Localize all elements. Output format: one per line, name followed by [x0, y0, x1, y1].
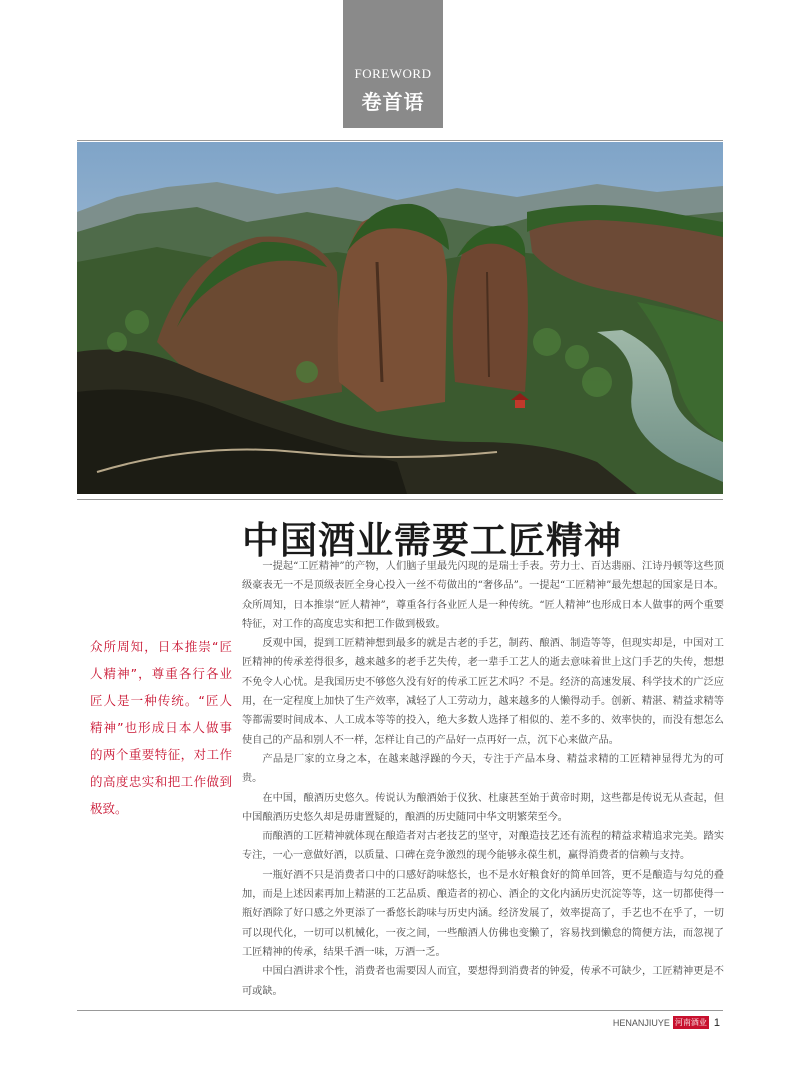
section-label-en: FOREWORD — [354, 66, 432, 81]
article-paragraph: 中国白酒讲求个性，消费者也需要因人而宜，要想得到消费者的钟爱，传承不可缺少，工匠精神更是不可或缺。 — [242, 966, 724, 997]
article-paragraph: 在中国，酿酒历史悠久。传说认为酿酒始于仪狄、杜康甚至始于黄帝时期，这些都是传说无从查起，但中国酿酒历史悠久却是毋庸置疑的，酿酒的历史随同中华文明繁荣至今。 — [242, 792, 724, 823]
page-footer — [613, 1016, 720, 1029]
publication-name-badge: 河南酒业 — [674, 1018, 707, 1027]
pull-quote: 众所周知，日本推崇“匠人精神”，尊重各行各业匠人是一种传统。“匠人精神”也形成日本人做事的两个重要特征，对工作的高度忠实和把工作做到极致。 — [90, 639, 232, 816]
section-label-zh: 卷首语 — [361, 90, 425, 114]
article-paragraph: 一瓶好酒不只是消费者口中的口感好韵味悠长，也不是水好粮食好的简单回答，更不是酿造与勾兑的叠加，而是上述因素再加上精湛的工艺品质、酿造者的初心、酒企的文化内涵历史沉淀等等，这一切都使得一瓶好酒除了好口感之外更添了一番悠长韵味与历史内涵。经济发展了，效率提高了，手艺也不在乎了，一切可以现代化，一切可以机械化，一夜之间，一些酿酒人仿佛也变懒了，容易找到懒怠的简便方法，而忽视了工匠精神的传承，结果千酒一味，万酒一乏。 — [242, 869, 724, 958]
publication-name-en: HENANJIUYE — [612, 1017, 670, 1028]
page-number: 1 — [713, 1016, 720, 1029]
mountain-landscape-photo — [77, 142, 723, 494]
article-paragraph: 而酿酒的工匠精神就体现在酿造者对古老技艺的坚守，对酿造技艺还有流程的精益求精追求完美。踏实专注，一心一意做好酒，以质量、口碑在竞争激烈的现今能够永葆生机，赢得消费者的信赖与支持。 — [242, 831, 724, 862]
photo-divider — [77, 499, 723, 500]
article-paragraph: 一提起“工匠精神”的产物，人们脑子里最先闪现的是瑞士手表。劳力士、百达翡丽、江诗丹顿等这些顶级豪表无一不是顶级表匠全身心投入一丝不苟做出的“奢侈品”。一提起“工匠精神”最先想起的国家是日本。众所周知，日本推崇“匠人精神”，尊重各行各业匠人是一种传统。“匠人精神”也形成日本人做事的两个重要特征，对工作的高度忠实和把工作做到极致。 — [242, 561, 724, 630]
top-divider — [77, 140, 723, 141]
article-paragraph: 产品是厂家的立身之本，在越来越浮躁的今天，专注于产品本身、精益求精的工匠精神显得尤为的可贵。 — [242, 753, 724, 785]
article-paragraph: 反观中国，提到工匠精神想到最多的就是古老的手艺，制药、酿酒、制造等等，但现实却是，中国对工匠精神的传承差得很多，越来越多的老手艺失传，老一辈手工艺人的逝去意味着世上这门手艺的失传，想想不免令人心忧。是我国历史不够悠久没有好的传承工匠艺术吗？不是。经济的高速发展、科学技术的广泛应用，在一定程度上加快了生产效率，减轻了人工劳动力，越来越多的人懒得动手。创新、精湛、精益求精等等都需要时间成本、人工成本等等的投入，绝大多数人选择了相似的、差不多的、效率快的，而没有想怎么使自己的产品和别人不一样，怎样让自己的产品好一点再好一点，沉下心来做产品。 — [242, 638, 724, 746]
article-body — [242, 557, 724, 1001]
section-header-tab — [343, 0, 443, 128]
article-title: 中国酒业需要工匠精神 — [242, 518, 622, 562]
bottom-divider — [77, 1010, 723, 1011]
